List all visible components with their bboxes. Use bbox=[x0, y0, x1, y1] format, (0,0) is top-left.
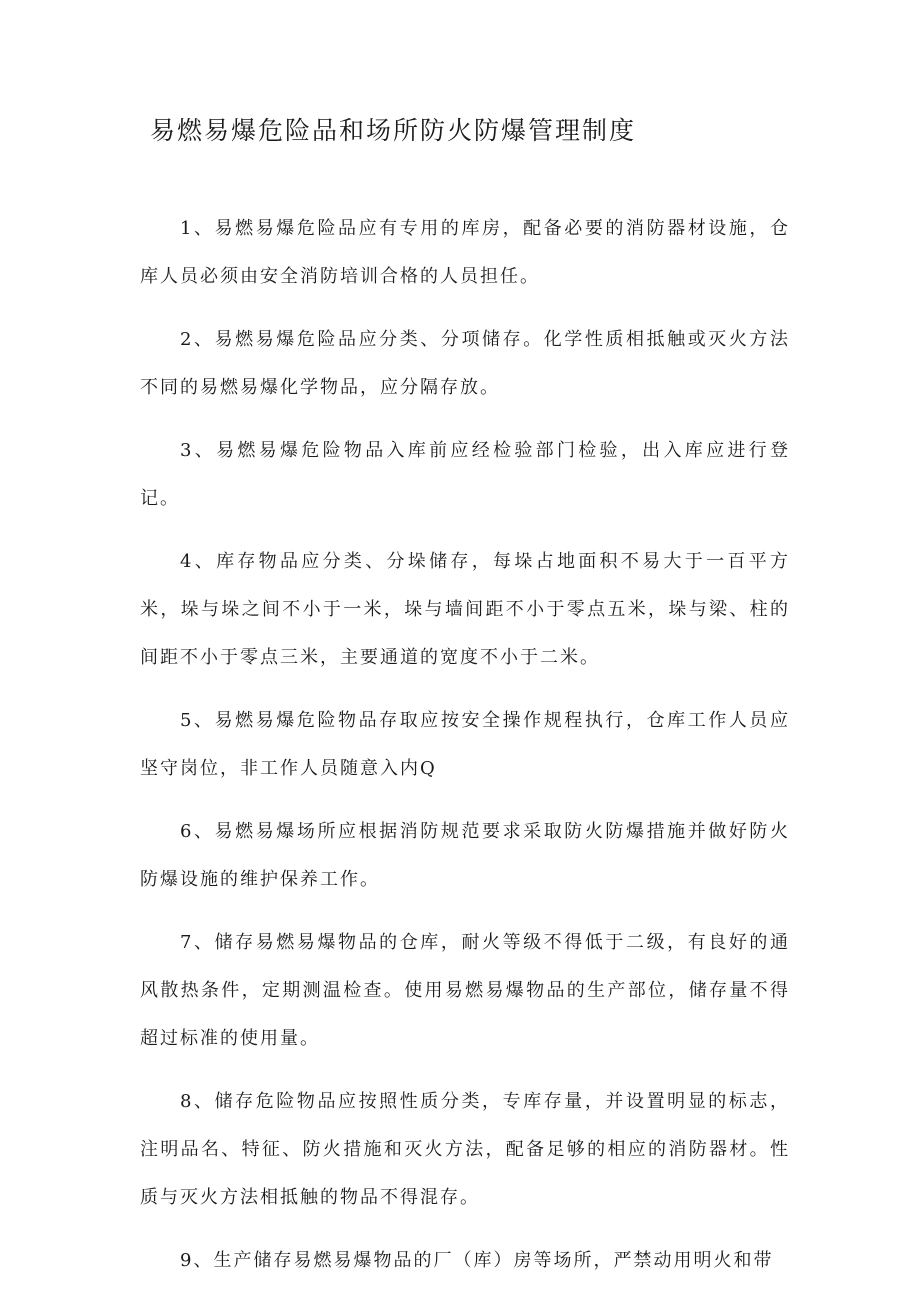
document-title: 易燃易爆危险品和场所防火防爆管理制度 bbox=[150, 116, 637, 145]
paragraph-5: 5、易燃易爆危险物品存取应按安全操作规程执行，仓库工作人员应坚守岗位，非工作人员随意入内Q bbox=[140, 710, 790, 779]
paragraph-7: 7、储存易燃易爆物品的仓库，耐火等级不得低于二级，有良好的通风散热条件，定期测温检查。使用易燃易爆物品的生产部位，储存量不得超过标准的使用量。 bbox=[140, 932, 790, 1049]
paragraph-9: 9、生产储存易燃易爆物品的厂（库）房等场所，严禁动用明火和带 bbox=[180, 1250, 774, 1271]
paragraph-3: 3、易燃易爆危险物品入库前应经检验部门检验，出入库应进行登记。 bbox=[140, 440, 790, 509]
paragraph-8: 8、储存危险物品应按照性质分类，专库存量，并设置明显的标志，注明品名、特征、防火措施和灭火方法，配备足够的相应的消防器材。性质与灭火方法相抵触的物品不得混存。 bbox=[140, 1091, 790, 1208]
document-body bbox=[140, 205, 790, 1300]
paragraph-6: 6、易燃易爆场所应根据消防规范要求采取防火防爆措施并做好防火防爆设施的维护保养工作。 bbox=[140, 821, 790, 890]
paragraph-2: 2、易燃易爆危险品应分类、分项储存。化学性质相抵触或灭火方法不同的易燃易爆化学物品，应分隔存放。 bbox=[140, 329, 790, 398]
paragraph-1: 1、易燃易爆危险品应有专用的库房，配备必要的消防器材设施，仓库人员必须由安全消防培训合格的人员担任。 bbox=[140, 218, 790, 287]
paragraph-4: 4、库存物品应分类、分垛储存，每垛占地面积不易大于一百平方米，垛与垛之间不小于一米，垛与墙间距不小于零点五米，垛与梁、柱的间距不小于零点三米，主要通道的宽度不小于二米。 bbox=[140, 551, 790, 668]
